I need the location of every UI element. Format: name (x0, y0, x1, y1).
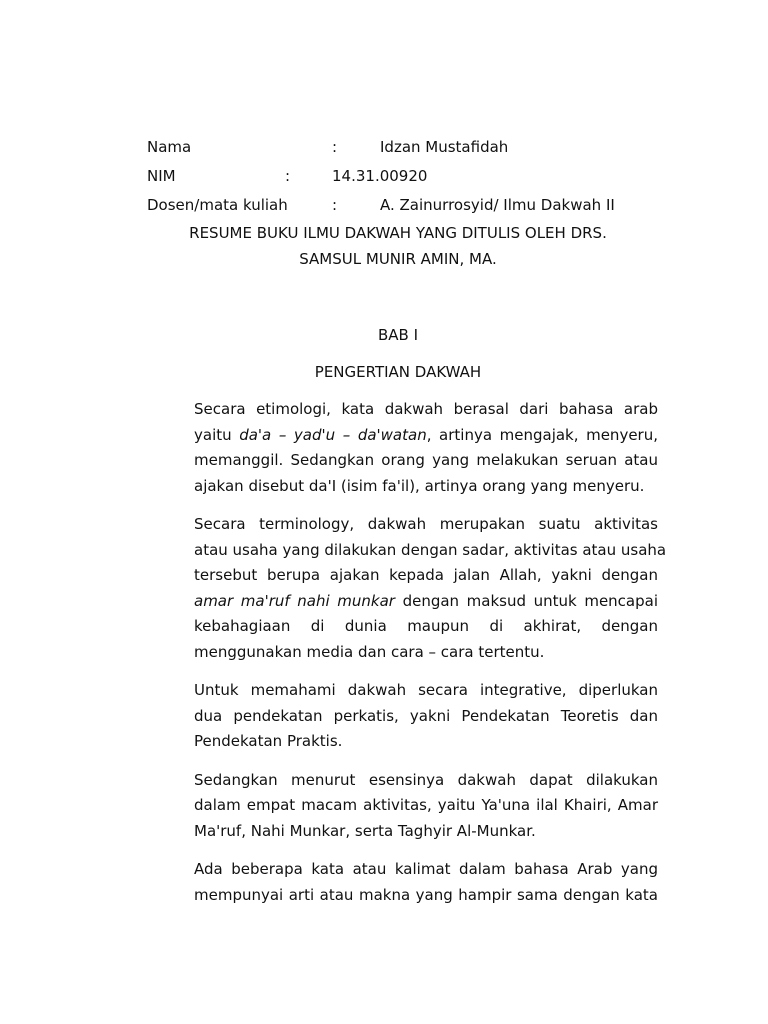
paragraph-1-arabic-term: da'a – yad'u – da'watan (239, 425, 427, 444)
paragraph-4-line-3: Ma'ruf, Nahi Munkar, serta Taghyir Al-Munkar. (194, 821, 536, 840)
paragraph-2-arabic-term: amar ma'ruf nahi munkar (194, 591, 395, 610)
paragraph-2 (172, 512, 667, 665)
document-title (140, 220, 656, 272)
nim-value: 14.31.00920 (332, 167, 428, 185)
title-line-1: RESUME BUKU ILMU DAKWAH YANG DITULIS OLEH DRS. (189, 224, 607, 242)
paragraph-2-line-6: menggunakan media dan cara – cara tertentu. (194, 642, 545, 661)
dosen-value: A. Zainurrosyid/ Ilmu Dakwah II (380, 196, 615, 214)
paragraph-4-line-2: dalam empat macam aktivitas, yaitu Ya'una ilal Khairi, Amar (194, 796, 658, 814)
paragraph-1-line-1: Secara etimologi, kata dakwah berasal dari bahasa arab (194, 400, 658, 418)
paragraph-4 (172, 768, 658, 845)
title-line-2: SAMSUL MUNIR AMIN, MA. (299, 250, 497, 268)
nim-colon: : (285, 167, 291, 185)
chapter-number: BAB I (377, 326, 419, 344)
dosen-colon: : (332, 196, 338, 214)
paragraph-5-line-2: mempunyai arti atau makna yang hampir sama dengan kata (194, 885, 658, 904)
nim-label: NIM (147, 167, 176, 185)
nama-label: Nama (147, 138, 192, 156)
paragraph-1-line-3: memanggil. Sedangkan orang yang melakukan seruan atau (194, 451, 658, 469)
paragraph-2-line-1: Secara terminology, dakwah merupakan suatu aktivitas (194, 515, 658, 533)
paragraph-1 (172, 397, 658, 499)
paragraph-5 (172, 857, 658, 908)
paragraph-1-line-2-b: , artinya mengajak, menyeru, (426, 425, 658, 444)
paragraph-1-line-4: ajakan disebut da'I (isim fa'il), artinya orang yang menyeru. (194, 476, 645, 495)
paragraph-3 (172, 678, 658, 755)
paragraph-2-line-2: atau usaha yang dilakukan dengan sadar, aktivitas atau usaha (194, 540, 667, 559)
body-text (172, 397, 667, 921)
paragraph-3-line-2: dua pendekatan perkatis, yakni Pendekatan Teoretis dan (194, 706, 658, 725)
paragraph-2-line-4-b: dengan maksud untuk mencapai (394, 591, 658, 610)
dosen-label: Dosen/mata kuliah (147, 196, 288, 214)
paragraph-3-line-3: Pendekatan Praktis. (194, 732, 343, 750)
nama-value: Idzan Mustafidah (380, 138, 509, 156)
paragraph-3-line-1: Untuk memahami dakwah secara integrative, diperlukan (194, 681, 658, 699)
paragraph-1-line-2-a: yaitu (194, 425, 240, 444)
chapter-name: PENGERTIAN DAKWAH (314, 363, 482, 381)
nama-colon: : (332, 138, 338, 156)
paragraph-4-line-1: Sedangkan menurut esensinya dakwah dapat dilakukan (194, 770, 658, 789)
paragraph-2-line-4 (172, 589, 658, 615)
paragraph-1-line-2 (172, 423, 658, 449)
paragraph-2-line-5: kebahagiaan di dunia maupun di akhirat, dengan (194, 617, 658, 635)
paragraph-5-line-1: Ada beberapa kata atau kalimat dalam bahasa Arab yang (194, 860, 658, 878)
paragraph-2-line-3: tersebut berupa ajakan kepada jalan Allah, yakni dengan (194, 566, 658, 584)
